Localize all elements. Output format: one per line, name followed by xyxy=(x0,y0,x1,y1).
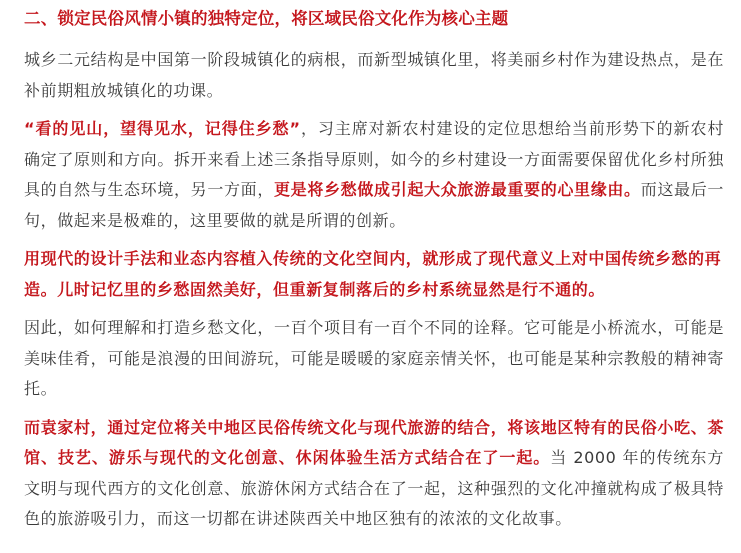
paragraph-nostalgia-principles xyxy=(24,114,724,236)
paragraph-modern-design: 用现代的设计手法和业态内容植入传统的文化空间内，就形成了现代意义上对中国传统乡愁的再造。儿时记忆里的乡愁固然美好，但重新复制落后的乡村系统显然是行不通的。 xyxy=(24,249,722,299)
emphasis-text: 而袁家村，通过定位将关中地区民俗传统文化与现代旅游的结合，将该地区特有的民俗小吃、茶馆、技艺、游乐与现代的文化创意、休闲体验生活方式结合在了一起。 xyxy=(24,417,724,467)
emphasis-text: 更是将乡愁做成引起大众旅游最重要的心里缘由。 xyxy=(274,180,641,199)
paragraph-interpretation: 因此，如何理解和打造乡愁文化，一百个项目有一百个不同的诠释。它可能是小桥流水，可能是美味佳肴，可能是浪漫的田间游玩，可能是暖暖的家庭亲情关怀，也可能是某种宗教般的精神寄托。 xyxy=(24,318,724,398)
quote-nostalgia: “看的见山，望得见水，记得住乡愁” xyxy=(24,119,301,138)
article-body xyxy=(24,4,724,543)
paragraph-urbanization: 城乡二元结构是中国第一阶段城镇化的病根，而新型城镇化里，将美丽乡村作为建设热点，是在补前期粗放城镇化的功课。 xyxy=(24,50,724,100)
section-heading: 二、锁定民俗风情小镇的独特定位，将区域民俗文化作为核心主题 xyxy=(24,9,509,28)
paragraph-text: 当 2000 年的传统东方文明与现代西方的文化创意、旅游休闲方式结合在了一起，这种强烈的文化冲撞就构成了极具特色的旅游吸引力，而这一切都在讲述陕西关中地区独有的浓浓的文化故事。 xyxy=(24,448,724,528)
paragraph-text: ，习主席对新农村建设的定位思想给当前形势下的新农村确定了原则和方向。拆开来看上述三条指导原则，如今的乡村建设一方面需要保留优化乡村所独具的自然与生态环境，另一方面， xyxy=(24,119,724,199)
paragraph-yuanjia-village xyxy=(24,413,724,535)
paragraph-text: 而这最后一句，做起来是极难的，这里要做的就是所谓的创新。 xyxy=(24,180,724,230)
